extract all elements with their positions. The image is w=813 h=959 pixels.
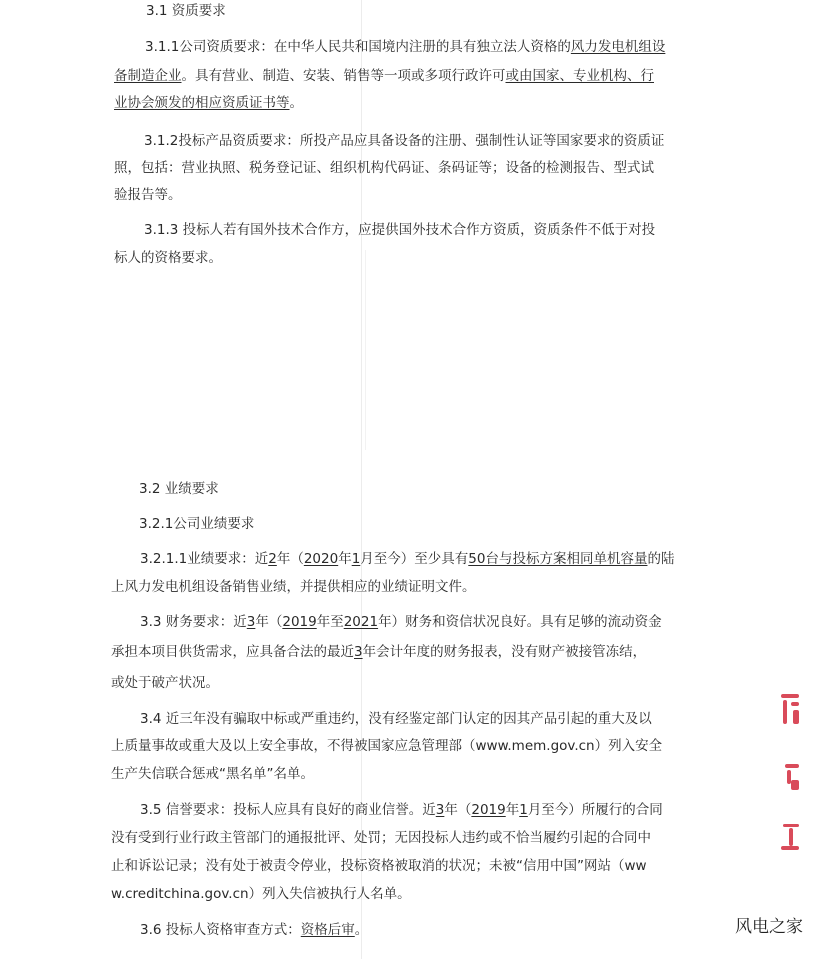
para-3-1-1-line-2 — [114, 68, 654, 84]
section-3-2-1-title: 3.2.1公司业绩要求 — [139, 516, 255, 532]
text: 月至今）所履行的合同 — [527, 802, 663, 818]
text: 。具有营业、制造、安装、销售等一项或多项行政许可 — [181, 68, 506, 84]
text: 年 — [505, 802, 520, 818]
underlined-text: 3 — [354, 644, 363, 660]
underlined-text: 2019 — [282, 614, 317, 630]
text: 3.1.1公司资质要求：在中华人民共和国境内注册的具有独立法人资格的 — [145, 39, 571, 55]
para-3-1-2-line-2: 照，包括：营业执照、税务登记证、组织机构代码证、条码证等；设备的检测报告、型式试 — [114, 160, 654, 176]
para-3-5-line-1 — [140, 802, 663, 818]
text: 年 — [338, 551, 352, 567]
underlined-text: 1 — [351, 551, 361, 567]
underlined-text: 备制造企业 — [114, 68, 182, 84]
para-3-1-1-line-1 — [145, 39, 665, 55]
text: 。 — [354, 922, 369, 938]
para-3-1-3-line-1: 3.1.3 投标人若有国外技术合作方，应提供国外技术合作方资质，资质条件不低于对投 — [144, 222, 656, 238]
text: 年会计年度的财务报表，没有财产被接管冻结， — [362, 644, 647, 660]
para-3-5-line-3: 止和诉讼记录；没有处于被责令停业，投标资格被取消的状况；未被“信用中国”网站（ww — [111, 858, 647, 874]
text: 3.2.1.1业绩要求：近 — [140, 551, 269, 567]
section-3-2-title: 3.2 业绩要求 — [139, 481, 219, 497]
site-watermark: 风电之家 — [735, 917, 803, 937]
underlined-text: 或由国家、专业机构、行 — [505, 68, 654, 84]
para-3-1-2-line-1: 3.1.2投标产品资质要求：所投产品应具备设备的注册、强制性认证等国家要求的资质证 — [144, 133, 665, 149]
para-3-3-line-2 — [111, 644, 646, 660]
page-fold-line-2 — [365, 250, 366, 450]
underlined-text: 业协会颁发的相应资质证书等 — [114, 95, 290, 111]
text: 。 — [289, 95, 303, 111]
underlined-text: 50台与投标方案相同单机容量 — [468, 551, 648, 567]
text: 3.6 投标人资格审查方式： — [140, 922, 301, 938]
text: 年（ — [444, 802, 472, 818]
para-3-5-line-2: 没有受到行业行政主管部门的通报批评、处罚；无因投标人违约或不恰当履约引起的合同中 — [111, 830, 651, 846]
para-3-3-line-1 — [140, 614, 662, 630]
red-seal-fragment-1 — [777, 690, 805, 730]
para-3-4-line-2: 上质量事故或重大及以上安全事故，不得被国家应急管理部（www.mem.gov.cn）列入安全 — [111, 738, 663, 754]
para-3-2-1-1-line-2: 上风力发电机组设备销售业绩，并提供相应的业绩证明文件。 — [111, 579, 476, 595]
underlined-text: 3 — [435, 802, 445, 818]
underlined-text: 资格后审 — [300, 922, 355, 938]
text: 年至 — [316, 614, 344, 630]
section-3-1-title: 3.1 资质要求 — [146, 3, 226, 19]
para-3-3-line-3: 或处于破产状况。 — [111, 675, 219, 691]
text: 3.5 信誉要求：投标人应具有良好的商业信誉。近 — [140, 802, 436, 818]
underlined-text: 2019 — [471, 802, 506, 818]
text: 年（ — [255, 614, 283, 630]
text: 的陆 — [647, 551, 675, 567]
para-3-4-line-3: 生产失信联合惩戒“黑名单”名单。 — [111, 766, 314, 782]
text: 年）财务和资信状况良好。具有足够的流动资金 — [378, 614, 662, 630]
underlined-text: 2021 — [343, 614, 379, 630]
text: 年（ — [276, 551, 304, 567]
text: 承担本项目供货需求，应具备合法的最近 — [111, 644, 354, 660]
underlined-text: 风力发电机组设 — [570, 39, 666, 55]
para-3-5-line-4: w.creditchina.gov.cn）列入失信被执行人名单。 — [111, 886, 411, 902]
para-3-2-1-1-line-1 — [140, 551, 674, 567]
para-3-1-3-line-2: 标人的资格要求。 — [114, 250, 222, 266]
text: 月至今）至少具有 — [360, 551, 469, 567]
para-3-6-line-1 — [140, 922, 368, 938]
underlined-text: 1 — [519, 802, 528, 818]
text: 3.3 财务要求：近 — [140, 614, 247, 630]
underlined-text: 2 — [268, 551, 277, 567]
red-seal-fragment-3 — [777, 820, 805, 854]
red-seal-fragment-2 — [777, 762, 805, 798]
para-3-4-line-1: 3.4 近三年没有骗取中标或严重违约，没有经鉴定部门认定的因其产品引起的重大及以 — [140, 711, 652, 727]
para-3-1-2-line-3: 验报告等。 — [114, 187, 182, 203]
underlined-text: 2020 — [303, 551, 339, 567]
underlined-text: 3 — [246, 614, 256, 630]
para-3-1-1-line-3 — [114, 95, 303, 111]
